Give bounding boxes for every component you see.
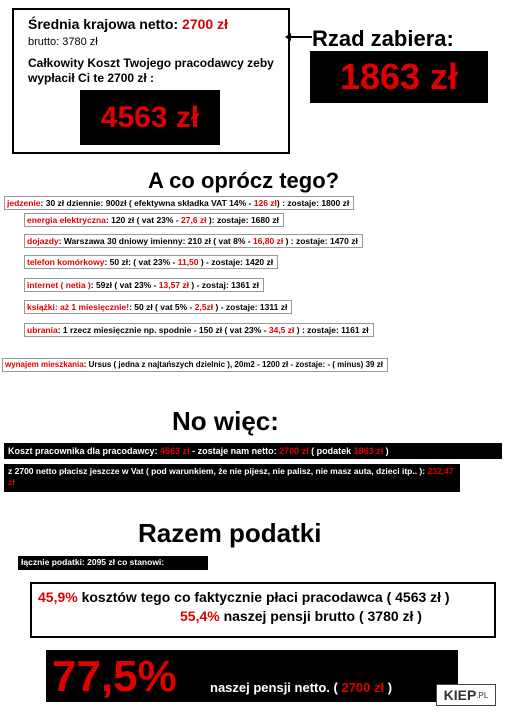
summary-line-employer: 45,9% kosztów tego co faktycznie płaci pracodawca ( 4563 zł ) (38, 589, 450, 605)
salary-info-box (12, 8, 290, 154)
final-percentage: 77,5% (52, 652, 177, 701)
state-takes-label: Rzad zabiera: (312, 26, 454, 51)
average-net-line: Średnia krajowa netto: 2700 zł (28, 16, 228, 32)
expense-row: telefon komórkowy: 50 zł: ( vat 23% - 11,50 ) - zostaje: 1420 zł (24, 255, 278, 269)
final-caption: naszej pensji netto. ( 2700 zł ) (210, 680, 393, 695)
expense-row: energia elektryczna: 120 zł ( vat 23% - 27,6 zł ): zostaje: 1680 zł (24, 213, 284, 227)
expense-row: dojazdy: Warszawa 30 dniowy imienny: 210 zł ( vat 8% - 16,80 zł ) : zostaje: 1470 zł (24, 234, 363, 248)
arrow-left-icon (290, 36, 312, 38)
expense-row: wynajem mieszkania: Ursus ( jedna z najtańszych dzielnic ), 20m2 - 1200 zł - zostaje: - ( minus) 39 zł (2, 358, 388, 372)
employer-cost-caption: Całkowity Koszt Twojego pracodawcy zeby wypłacił Ci te 2700 zł : (28, 56, 274, 85)
expense-row: jedzenie: 30 zł dziennie: 900zł ( efektywna składka VAT 14% - 126 zł) : zostaje: 1800 zł (4, 196, 354, 210)
employee-cost-band: Koszt pracownika dla pracodawcy: 4563 zł - zostaje nam netto: 2700 zł ( podatek 1863 zł ) (4, 443, 502, 459)
state-takes-value: 1863 zł (310, 51, 488, 103)
expense-row: książki: aż 1 miesięcznie!: 50 zł ( vat 5% - 2,5zł ) - zostaje: 1311 zł (24, 300, 292, 314)
expense-row: internet ( netia ): 59zł ( vat 23% - 13,57 zł ) - zostaj: 1361 zł (24, 278, 264, 292)
gross-line: brutto: 3780 zł (28, 36, 98, 48)
employer-cost-value: 4563 zł (80, 90, 220, 145)
final-box (46, 650, 458, 702)
expense-row: ubrania: 1 rzecz miesięcznie np. spodnie - 150 zł ( vat 23% - 34,5 zł ) : zostaje: 1161 zł (24, 323, 374, 337)
section-heading-extras: A co oprócz tego? (148, 168, 340, 193)
section-heading-total-taxes: Razem podatki (138, 518, 322, 548)
vat-band: z 2700 netto płacisz jeszcze w Vat ( pod warunkiem, że nie pijesz, nie palisz, nie masz auta, dzieci itp.. ): 232,47 zł (4, 464, 460, 492)
kiep-logo: KIEP .PL (436, 684, 496, 706)
total-taxes-band: łącznie podatki: 2095 zł co stanowi: (18, 556, 208, 570)
summary-box (30, 582, 496, 638)
section-heading-so: No więc: (172, 406, 279, 436)
summary-line-gross: 55,4% naszej pensji brutto ( 3780 zł ) (180, 608, 422, 624)
